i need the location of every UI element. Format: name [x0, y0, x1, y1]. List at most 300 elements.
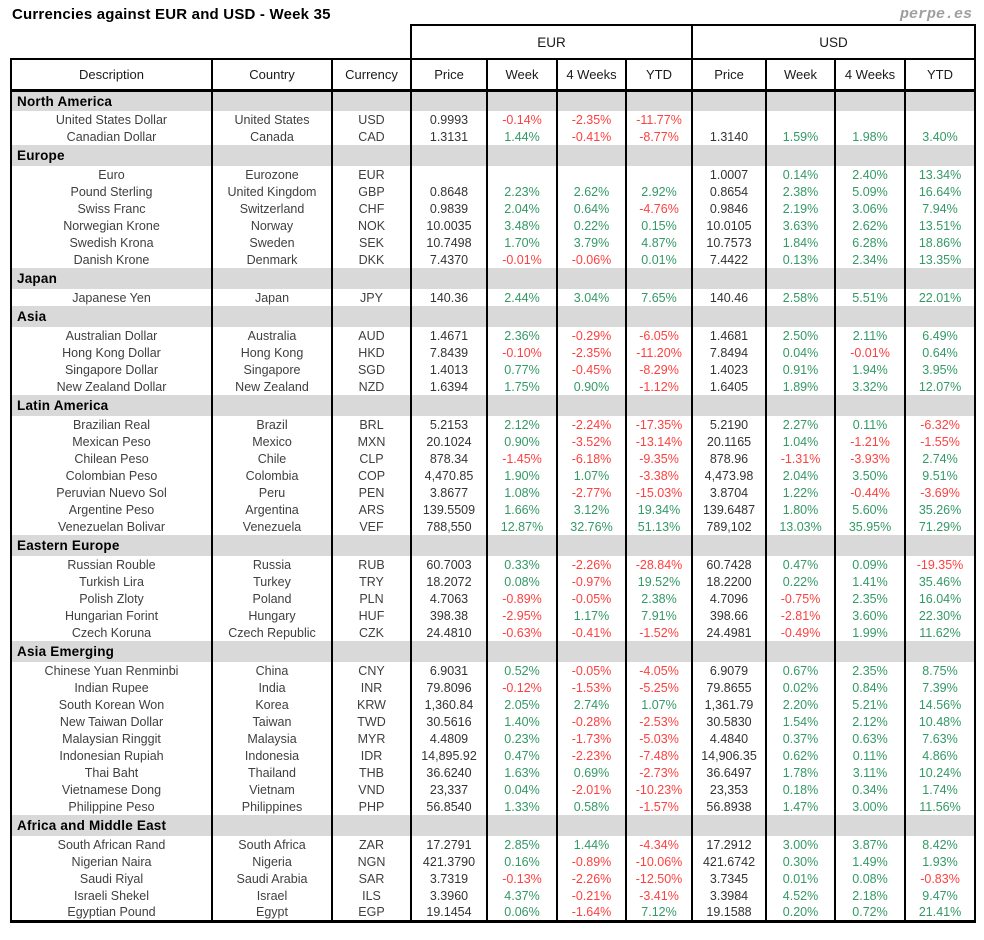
usd-4weeks-cell: 6.28% — [835, 234, 905, 251]
currency-code-cell: HKD — [332, 344, 411, 361]
usd-price-cell: 56.8938 — [692, 798, 766, 815]
currency-code-cell: NOK — [332, 217, 411, 234]
description-cell: Venezuelan Bolivar — [11, 518, 212, 535]
usd-week-cell: 0.47% — [766, 556, 835, 573]
section-cell — [487, 535, 557, 556]
eur-price-cell: 4,470.85 — [411, 467, 487, 484]
usd-ytd-cell: 35.46% — [905, 573, 975, 590]
currency-row — [11, 433, 975, 450]
eur-ytd-cell: -2.53% — [626, 713, 692, 730]
usd-price-cell: 4,473.98 — [692, 467, 766, 484]
description-cell: Hungarian Forint — [11, 607, 212, 624]
usd-4weeks-cell: 1.98% — [835, 128, 905, 145]
usd-ytd-cell: 22.01% — [905, 289, 975, 306]
eur-price-cell: 79.8096 — [411, 679, 487, 696]
section-cell — [626, 815, 692, 836]
country-cell: Hong Kong — [212, 344, 332, 361]
column-header-row — [11, 59, 975, 90]
eur-week-cell: 1.40% — [487, 713, 557, 730]
section-title: Europe — [11, 145, 212, 166]
eur-price-cell: 20.1024 — [411, 433, 487, 450]
section-cell — [332, 90, 411, 111]
usd-week-cell: 0.20% — [766, 904, 835, 921]
col-header-usd-price: Price — [692, 59, 766, 90]
section-cell — [905, 90, 975, 111]
brand-logo: perpe.es — [899, 6, 972, 23]
col-header-country: Country — [212, 59, 332, 90]
eur-price-cell: 0.9839 — [411, 200, 487, 217]
currency-code-cell: DKK — [332, 251, 411, 268]
usd-price-cell: 0.9846 — [692, 200, 766, 217]
currency-code-cell: JPY — [332, 289, 411, 306]
section-cell — [626, 145, 692, 166]
usd-week-cell: -0.49% — [766, 624, 835, 641]
section-row — [11, 306, 975, 327]
section-cell — [411, 815, 487, 836]
usd-4weeks-cell: 2.40% — [835, 166, 905, 183]
eur-price-cell: 878.34 — [411, 450, 487, 467]
eur-price-cell: 56.8540 — [411, 798, 487, 815]
description-cell: Indonesian Rupiah — [11, 747, 212, 764]
usd-price-cell: 20.1165 — [692, 433, 766, 450]
usd-price-cell: 1.4023 — [692, 361, 766, 378]
eur-4weeks-cell: -0.45% — [557, 361, 626, 378]
usd-ytd-cell: 8.75% — [905, 662, 975, 679]
eur-price-cell: 4.7063 — [411, 590, 487, 607]
eur-4weeks-cell: -2.26% — [557, 556, 626, 573]
usd-ytd-cell: -0.83% — [905, 870, 975, 887]
usd-price-cell: 1.6405 — [692, 378, 766, 395]
eur-price-cell: 17.2791 — [411, 836, 487, 853]
usd-week-cell: 0.22% — [766, 573, 835, 590]
eur-price-cell: 3.3960 — [411, 887, 487, 904]
section-cell — [835, 90, 905, 111]
eur-week-cell: 1.70% — [487, 234, 557, 251]
eur-4weeks-cell: -0.05% — [557, 662, 626, 679]
usd-price-cell: 19.1588 — [692, 904, 766, 921]
usd-week-cell: -0.75% — [766, 590, 835, 607]
currency-row — [11, 518, 975, 535]
usd-week-cell: 3.00% — [766, 836, 835, 853]
col-header-description: Description — [11, 59, 212, 90]
usd-ytd-cell: 12.07% — [905, 378, 975, 395]
eur-ytd-cell: -11.20% — [626, 344, 692, 361]
currency-code-cell: TWD — [332, 713, 411, 730]
usd-ytd-cell: 1.93% — [905, 853, 975, 870]
eur-4weeks-cell: -1.64% — [557, 904, 626, 921]
usd-week-cell — [766, 111, 835, 128]
usd-week-cell: 13.03% — [766, 518, 835, 535]
eur-4weeks-cell: -3.52% — [557, 433, 626, 450]
usd-ytd-cell: 13.34% — [905, 166, 975, 183]
country-cell: Argentina — [212, 501, 332, 518]
currency-row — [11, 696, 975, 713]
currency-row — [11, 378, 975, 395]
eur-week-cell: 1.66% — [487, 501, 557, 518]
currency-code-cell: CZK — [332, 624, 411, 641]
eur-ytd-cell: 51.13% — [626, 518, 692, 535]
usd-week-cell: 1.47% — [766, 798, 835, 815]
eur-week-cell: 1.63% — [487, 764, 557, 781]
eur-week-cell: 12.87% — [487, 518, 557, 535]
eur-week-cell: 1.90% — [487, 467, 557, 484]
currency-row — [11, 590, 975, 607]
usd-ytd-cell: 10.48% — [905, 713, 975, 730]
currency-code-cell: TRY — [332, 573, 411, 590]
section-cell — [487, 145, 557, 166]
country-cell: Vietnam — [212, 781, 332, 798]
usd-week-cell: 2.58% — [766, 289, 835, 306]
section-cell — [411, 90, 487, 111]
eur-price-cell: 7.8439 — [411, 344, 487, 361]
eur-ytd-cell: 7.91% — [626, 607, 692, 624]
usd-price-cell: 36.6497 — [692, 764, 766, 781]
usd-price-cell: 1.3140 — [692, 128, 766, 145]
usd-price-cell: 5.2190 — [692, 416, 766, 433]
eur-week-cell: 0.90% — [487, 433, 557, 450]
usd-4weeks-cell: -1.21% — [835, 433, 905, 450]
usd-week-cell: 0.04% — [766, 344, 835, 361]
eur-week-cell: 1.75% — [487, 378, 557, 395]
col-header-eur-price: Price — [411, 59, 487, 90]
eur-week-cell: -0.13% — [487, 870, 557, 887]
usd-4weeks-cell: 0.09% — [835, 556, 905, 573]
col-header-usd-4weeks: 4 Weeks — [835, 59, 905, 90]
section-cell — [487, 395, 557, 416]
usd-ytd-cell: 9.51% — [905, 467, 975, 484]
eur-4weeks-cell: 1.44% — [557, 836, 626, 853]
eur-price-cell: 1.4671 — [411, 327, 487, 344]
section-cell — [905, 145, 975, 166]
eur-week-cell: 2.36% — [487, 327, 557, 344]
country-cell: Peru — [212, 484, 332, 501]
currency-code-cell: CLP — [332, 450, 411, 467]
eur-ytd-cell: -3.41% — [626, 887, 692, 904]
section-cell — [692, 268, 766, 289]
eur-price-cell: 140.36 — [411, 289, 487, 306]
section-cell — [835, 535, 905, 556]
page-title: Currencies against EUR and USD - Week 35 — [12, 6, 331, 23]
description-cell: Swedish Krona — [11, 234, 212, 251]
usd-4weeks-cell: 3.06% — [835, 200, 905, 217]
section-cell — [411, 306, 487, 327]
currency-code-cell: PLN — [332, 590, 411, 607]
section-row — [11, 268, 975, 289]
usd-4weeks-cell: 2.34% — [835, 251, 905, 268]
usd-4weeks-cell: 0.72% — [835, 904, 905, 921]
eur-4weeks-cell: 3.04% — [557, 289, 626, 306]
currency-row — [11, 887, 975, 904]
usd-price-cell: 421.6742 — [692, 853, 766, 870]
section-cell — [835, 815, 905, 836]
eur-price-cell: 1.3131 — [411, 128, 487, 145]
section-cell — [557, 535, 626, 556]
section-cell — [212, 306, 332, 327]
section-cell — [766, 306, 835, 327]
eur-ytd-cell: -1.57% — [626, 798, 692, 815]
usd-week-cell: 2.38% — [766, 183, 835, 200]
eur-ytd-cell: -5.25% — [626, 679, 692, 696]
usd-ytd-cell: 11.56% — [905, 798, 975, 815]
eur-ytd-cell: 1.07% — [626, 696, 692, 713]
country-cell: Canada — [212, 128, 332, 145]
currency-row — [11, 484, 975, 501]
usd-4weeks-cell: 0.84% — [835, 679, 905, 696]
usd-price-cell: 140.46 — [692, 289, 766, 306]
usd-price-cell: 10.0105 — [692, 217, 766, 234]
eur-week-cell: 0.47% — [487, 747, 557, 764]
currency-code-cell: BRL — [332, 416, 411, 433]
currency-row — [11, 747, 975, 764]
currency-code-cell: SEK — [332, 234, 411, 251]
currency-code-cell: HUF — [332, 607, 411, 624]
usd-4weeks-cell: -0.44% — [835, 484, 905, 501]
section-cell — [557, 145, 626, 166]
description-cell: Peruvian Nuevo Sol — [11, 484, 212, 501]
eur-price-cell: 24.4810 — [411, 624, 487, 641]
description-cell: Mexican Peso — [11, 433, 212, 450]
section-row — [11, 145, 975, 166]
description-cell: Brazilian Real — [11, 416, 212, 433]
currency-code-cell: NGN — [332, 853, 411, 870]
usd-week-cell: -2.81% — [766, 607, 835, 624]
section-cell — [487, 306, 557, 327]
usd-price-cell: 1.4681 — [692, 327, 766, 344]
eur-price-cell: 36.6240 — [411, 764, 487, 781]
usd-week-cell: 0.13% — [766, 251, 835, 268]
currency-row — [11, 183, 975, 200]
eur-ytd-cell: -17.35% — [626, 416, 692, 433]
currency-code-cell: RUB — [332, 556, 411, 573]
usd-ytd-cell: 7.63% — [905, 730, 975, 747]
section-cell — [212, 535, 332, 556]
section-title: Eastern Europe — [11, 535, 212, 556]
eur-ytd-cell: -6.05% — [626, 327, 692, 344]
usd-ytd-cell: 16.64% — [905, 183, 975, 200]
currency-row — [11, 870, 975, 887]
eur-ytd-cell: -1.52% — [626, 624, 692, 641]
section-cell — [692, 815, 766, 836]
eur-price-cell: 7.4370 — [411, 251, 487, 268]
usd-4weeks-cell: 5.60% — [835, 501, 905, 518]
usd-4weeks-cell: 35.95% — [835, 518, 905, 535]
section-cell — [212, 815, 332, 836]
col-header-usd-week: Week — [766, 59, 835, 90]
usd-4weeks-cell — [835, 111, 905, 128]
country-cell: Chile — [212, 450, 332, 467]
currency-code-cell: ILS — [332, 887, 411, 904]
eur-ytd-cell: -4.76% — [626, 200, 692, 217]
eur-week-cell: 2.12% — [487, 416, 557, 433]
usd-price-cell: 398.66 — [692, 607, 766, 624]
eur-ytd-cell: -15.03% — [626, 484, 692, 501]
eur-week-cell: 0.52% — [487, 662, 557, 679]
section-cell — [766, 641, 835, 662]
usd-week-cell: 1.54% — [766, 713, 835, 730]
col-header-usd-ytd: YTD — [905, 59, 975, 90]
eur-4weeks-cell: 2.74% — [557, 696, 626, 713]
description-cell: Argentine Peso — [11, 501, 212, 518]
usd-4weeks-cell: 0.11% — [835, 416, 905, 433]
eur-4weeks-cell: -0.29% — [557, 327, 626, 344]
eur-price-cell: 1.4013 — [411, 361, 487, 378]
country-cell: United States — [212, 111, 332, 128]
description-cell: Chinese Yuan Renminbi — [11, 662, 212, 679]
section-cell — [766, 815, 835, 836]
country-cell: Egypt — [212, 904, 332, 921]
section-cell — [692, 306, 766, 327]
usd-week-cell: 0.01% — [766, 870, 835, 887]
eur-week-cell: 4.37% — [487, 887, 557, 904]
country-cell: Israel — [212, 887, 332, 904]
currency-code-cell: IDR — [332, 747, 411, 764]
eur-price-cell: 5.2153 — [411, 416, 487, 433]
usd-week-cell: 1.78% — [766, 764, 835, 781]
description-cell: South African Rand — [11, 836, 212, 853]
usd-price-cell: 60.7428 — [692, 556, 766, 573]
country-cell: Poland — [212, 590, 332, 607]
currency-code-cell: KRW — [332, 696, 411, 713]
usd-price-cell: 3.8704 — [692, 484, 766, 501]
description-cell: Colombian Peso — [11, 467, 212, 484]
currency-row — [11, 764, 975, 781]
eur-price-cell — [411, 166, 487, 183]
eur-4weeks-cell: -0.41% — [557, 624, 626, 641]
currency-row — [11, 450, 975, 467]
currency-code-cell: SAR — [332, 870, 411, 887]
usd-4weeks-cell: 3.32% — [835, 378, 905, 395]
section-cell — [557, 395, 626, 416]
eur-ytd-cell: -8.77% — [626, 128, 692, 145]
eur-4weeks-cell: -2.24% — [557, 416, 626, 433]
usd-4weeks-cell: -3.93% — [835, 450, 905, 467]
usd-price-cell: 6.9079 — [692, 662, 766, 679]
currency-code-cell: ZAR — [332, 836, 411, 853]
description-cell: Russian Rouble — [11, 556, 212, 573]
description-cell: Australian Dollar — [11, 327, 212, 344]
eur-week-cell: 0.06% — [487, 904, 557, 921]
usd-price-cell: 23,353 — [692, 781, 766, 798]
section-cell — [332, 145, 411, 166]
eur-4weeks-cell: -1.73% — [557, 730, 626, 747]
eur-4weeks-cell: -2.35% — [557, 344, 626, 361]
usd-week-cell: 0.62% — [766, 747, 835, 764]
usd-week-cell: 0.37% — [766, 730, 835, 747]
country-cell: Venezuela — [212, 518, 332, 535]
eur-4weeks-cell: 2.62% — [557, 183, 626, 200]
eur-ytd-cell: 7.65% — [626, 289, 692, 306]
currency-code-cell: GBP — [332, 183, 411, 200]
eur-week-cell: 0.33% — [487, 556, 557, 573]
country-cell: Taiwan — [212, 713, 332, 730]
usd-week-cell: 2.27% — [766, 416, 835, 433]
eur-4weeks-cell: -2.77% — [557, 484, 626, 501]
country-cell: Sweden — [212, 234, 332, 251]
section-cell — [332, 306, 411, 327]
currency-row — [11, 501, 975, 518]
section-cell — [905, 535, 975, 556]
eur-ytd-cell: -5.03% — [626, 730, 692, 747]
currency-code-cell: ARS — [332, 501, 411, 518]
description-cell: Egyptian Pound — [11, 904, 212, 921]
eur-4weeks-cell: 0.69% — [557, 764, 626, 781]
usd-ytd-cell: 1.74% — [905, 781, 975, 798]
section-row — [11, 641, 975, 662]
eur-ytd-cell: -10.06% — [626, 853, 692, 870]
usd-price-cell — [692, 111, 766, 128]
eur-week-cell: 0.23% — [487, 730, 557, 747]
usd-ytd-cell: 21.41% — [905, 904, 975, 921]
section-row — [11, 90, 975, 111]
currency-code-cell: MYR — [332, 730, 411, 747]
usd-week-cell: 0.02% — [766, 679, 835, 696]
usd-price-cell: 878.96 — [692, 450, 766, 467]
section-cell — [905, 306, 975, 327]
usd-ytd-cell: 18.86% — [905, 234, 975, 251]
eur-week-cell: 2.23% — [487, 183, 557, 200]
description-cell: Swiss Franc — [11, 200, 212, 217]
country-cell: China — [212, 662, 332, 679]
eur-week-cell: -0.63% — [487, 624, 557, 641]
currency-code-cell: VEF — [332, 518, 411, 535]
currency-row — [11, 853, 975, 870]
usd-price-cell: 10.7573 — [692, 234, 766, 251]
eur-price-cell: 4.4809 — [411, 730, 487, 747]
eur-price-cell: 398.38 — [411, 607, 487, 624]
currency-row — [11, 573, 975, 590]
usd-week-cell: 0.18% — [766, 781, 835, 798]
section-cell — [411, 395, 487, 416]
eur-week-cell: 0.77% — [487, 361, 557, 378]
usd-ytd-cell: 16.04% — [905, 590, 975, 607]
usd-price-cell: 30.5830 — [692, 713, 766, 730]
usd-price-cell: 18.2200 — [692, 573, 766, 590]
eur-week-cell: 1.44% — [487, 128, 557, 145]
eur-ytd-cell: 19.34% — [626, 501, 692, 518]
eur-week-cell: 1.08% — [487, 484, 557, 501]
usd-4weeks-cell: 2.12% — [835, 713, 905, 730]
currency-row — [11, 781, 975, 798]
eur-ytd-cell: 2.38% — [626, 590, 692, 607]
currency-row — [11, 416, 975, 433]
usd-ytd-cell: 14.56% — [905, 696, 975, 713]
usd-ytd-cell: 35.26% — [905, 501, 975, 518]
section-cell — [332, 535, 411, 556]
usd-ytd-cell — [905, 111, 975, 128]
section-cell — [766, 395, 835, 416]
eur-week-cell: -0.12% — [487, 679, 557, 696]
section-cell — [557, 90, 626, 111]
section-cell — [905, 815, 975, 836]
usd-price-cell: 79.8655 — [692, 679, 766, 696]
currency-row — [11, 467, 975, 484]
section-cell — [557, 268, 626, 289]
section-cell — [835, 306, 905, 327]
usd-week-cell: 2.50% — [766, 327, 835, 344]
usd-4weeks-cell: 0.34% — [835, 781, 905, 798]
eur-ytd-cell: -4.05% — [626, 662, 692, 679]
section-cell — [487, 268, 557, 289]
usd-price-cell: 4.4840 — [692, 730, 766, 747]
section-cell — [411, 641, 487, 662]
eur-week-cell: -2.95% — [487, 607, 557, 624]
eur-4weeks-cell: -0.21% — [557, 887, 626, 904]
country-cell: Saudi Arabia — [212, 870, 332, 887]
currency-row — [11, 836, 975, 853]
currency-row — [11, 289, 975, 306]
currency-code-cell: EUR — [332, 166, 411, 183]
eur-ytd-cell: -1.12% — [626, 378, 692, 395]
